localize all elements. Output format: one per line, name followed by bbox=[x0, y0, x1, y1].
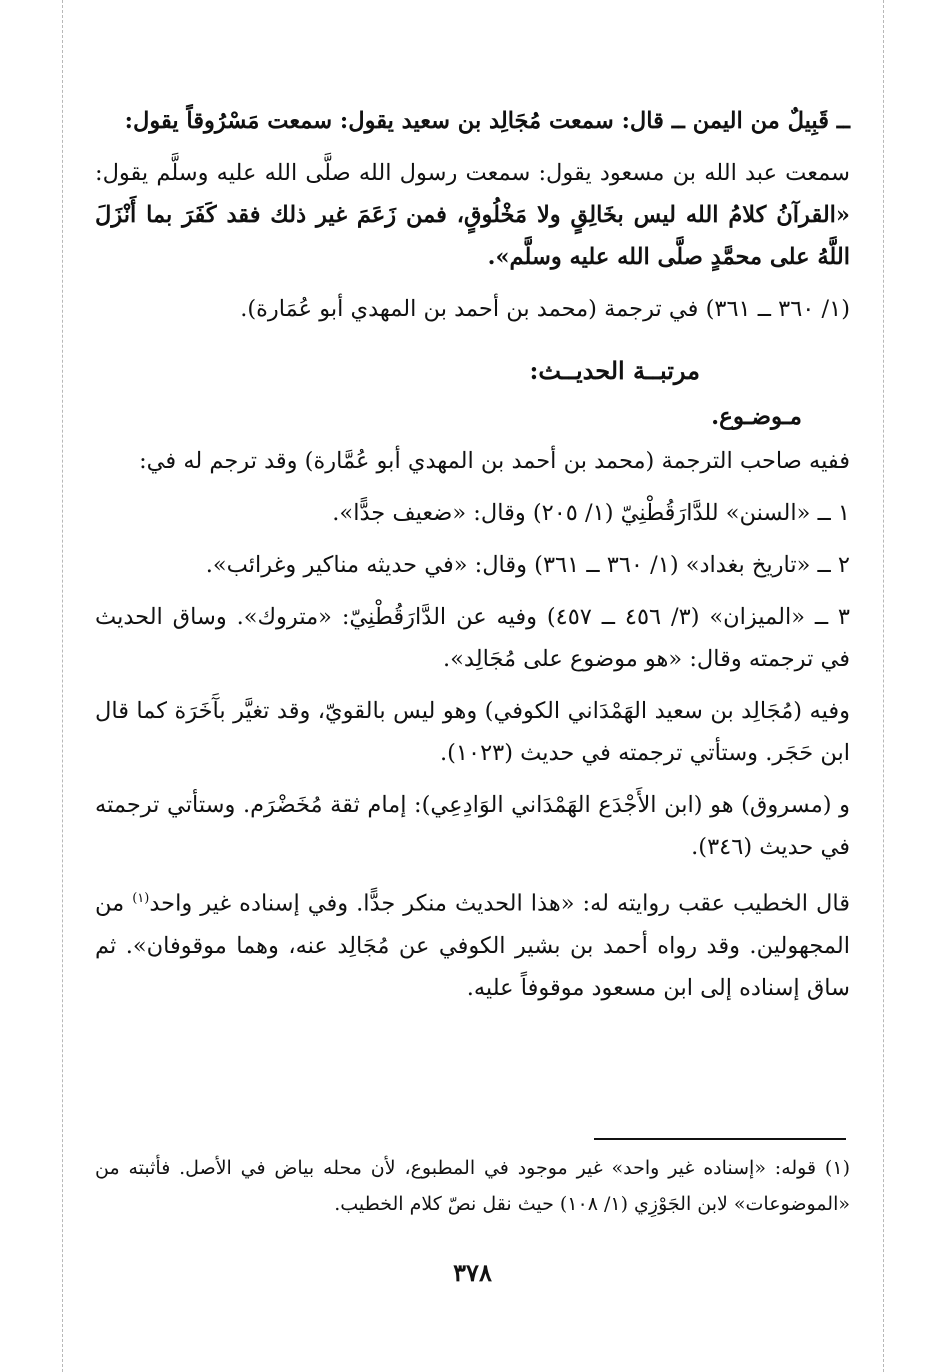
hadith-text: «القرآنُ كلامُ الله ليس بخَالِقٍ ولا مَخْلُوقٍ، فمن زَعَمَ غير ذلك فقد كَفَرَ بما أَنْزَلَ اللَّهُ على محمَّدٍ صلَّى الله عليه وسلَّم». bbox=[95, 202, 850, 270]
paragraph-mujalid: وفيه (مُجَالِد بن سعيد الهَمْدَاني الكوفي) وهو ليس بالقويّ، وقد تغيَّر بآَخَرَة كما قال ابن حَجَر. وستأتي ترجمته في حديث (١٠٢٣). bbox=[95, 698, 850, 766]
list-item: ١ ــ «السنن» للدَّارَقُطْنِيّ (١/ ٢٠٥) وقال: «ضعيف جدًّا». bbox=[332, 500, 850, 526]
footnote bbox=[95, 1150, 850, 1222]
isnad-text: سمعت عبد الله بن مسعود يقول: سمعت رسول الله صلَّى الله عليه وسلَّم يقول: bbox=[95, 160, 850, 186]
paragraph-translation-subject: ففيه صاحب الترجمة (محمد بن أحمد بن المهدي أبو عُمَّارة) وقد ترجم له في: bbox=[139, 448, 850, 474]
khatib-text-start: قال الخطيب عقب روايته له: «هذا الحديث منكر جدًّا. وفي إسناده غير واحد bbox=[149, 890, 850, 917]
page-number: ٣٧٨ bbox=[453, 1258, 492, 1287]
source-reference: (١/ ٣٦٠ ــ ٣٦١) في ترجمة (محمد بن أحمد بن المهدي أبو عُمَارة). bbox=[240, 296, 850, 322]
list-item: ٢ ــ «تاريخ بغداد» (١/ ٣٦٠ ــ ٣٦١) وقال: «في حديثه مناكير وغرائب». bbox=[205, 552, 850, 578]
paragraph-masruq: و (مسروق) هو (ابن الأَجْدَع الهَمْدَاني الوَادِعِي): إمام ثقة مُخَضْرَم. وستأتي ترجمته في حديث (٣٤٦). bbox=[95, 792, 850, 860]
footnote-marker: (١) bbox=[824, 1157, 850, 1179]
paragraph-isnad bbox=[95, 152, 850, 278]
khatib-text-end: من المجهولين. وقد رواه أحمد بن بشير الكوفي عن مُجَالِد عنه، وهما موقوفان». ثم ساق إسناده إلى ابن مسعود موقوفاً عليه. bbox=[95, 890, 850, 1001]
page-body bbox=[95, 100, 850, 1009]
scan-guide-left bbox=[62, 0, 63, 1372]
paragraph-khatib bbox=[95, 878, 850, 1009]
hadith-grade: مـوضـوع. bbox=[711, 403, 802, 430]
footnote-reference: (١) bbox=[132, 891, 150, 906]
scan-guide-right bbox=[883, 0, 884, 1372]
section-heading: مرتبــة الحديــث: bbox=[529, 356, 700, 385]
footnote-divider bbox=[594, 1138, 846, 1140]
footnote-text: قوله: «إسناده غير واحد» غير موجود في المطبوع، لأن محله بياض في الأصل. فأثبته من «الموضوعات» لابن الجَوْزِي (١/ ١٠٨) حيث نقل نصّ كلام الخطيب. bbox=[95, 1157, 850, 1215]
paragraph-isnad-start: ــ قَبِيلٌ من اليمن ــ قال: سمعت مُجَالِد بن سعيد يقول: سمعت مَسْرُوقاً يقول: bbox=[124, 108, 850, 134]
list-item: ٣ ــ «الميزان» (٣/ ٤٥٦ ــ ٤٥٧) وفيه عن الدَّارَقُطْنِيّ: «متروك». وساق الحديث في ترجمته وقال: «هو موضوع على مُجَالِد». bbox=[95, 604, 851, 672]
